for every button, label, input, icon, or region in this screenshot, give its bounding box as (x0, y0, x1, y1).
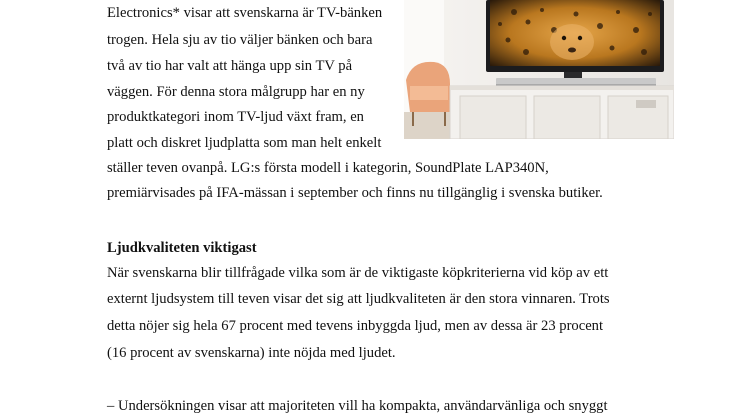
paragraph-line: två av tio har valt att hänga upp sin TV på (107, 58, 353, 74)
paragraph-line: trogen. Hela sju av tio väljer bänken och bara (107, 32, 373, 48)
paragraph-line: detta nöjer sig hela 67 procent med tevens inbyggda ljud, men av dessa är 23 procent (107, 318, 604, 334)
paragraph-line: När svenskarna blir tillfrågade vilka som är de viktigaste köpkriterierna vid köp av ett (107, 265, 609, 281)
section-heading: Ljudkvaliteten viktigast (107, 240, 257, 256)
paragraph-line: produktkategori inom TV-ljud växt fram, en (107, 109, 364, 125)
paragraph-line: premiärvisades på IFA-mässan i september och finns nu tillgänglig i svenska butiker. (107, 185, 603, 201)
paragraph-line: väggen. För denna stora målgrupp har en ny (107, 84, 365, 100)
tv-on-soundplate-photo-icon (404, 0, 674, 139)
paragraph-line: platt och diskret ljudplatta som man helt enkelt (107, 135, 382, 151)
paragraph-line: ställer teven ovanpå. LG:s första modell i kategorin, SoundPlate LAP340N, (107, 160, 549, 176)
quote-line: – Undersökningen visar att majoriteten vill ha kompakta, användarvänliga och snyggt (107, 398, 608, 414)
paragraph-line: Electronics* visar att svenskarna är TV-bänken (107, 5, 383, 21)
paragraph-line: (16 procent av svenskarna) inte nöjda med ljudet. (107, 345, 396, 361)
paragraph-line: externt ljudsystem till teven visar det sig att ljudkvaliteten är den stora vinnaren. Trots (107, 291, 610, 307)
product-photo (404, 0, 674, 139)
